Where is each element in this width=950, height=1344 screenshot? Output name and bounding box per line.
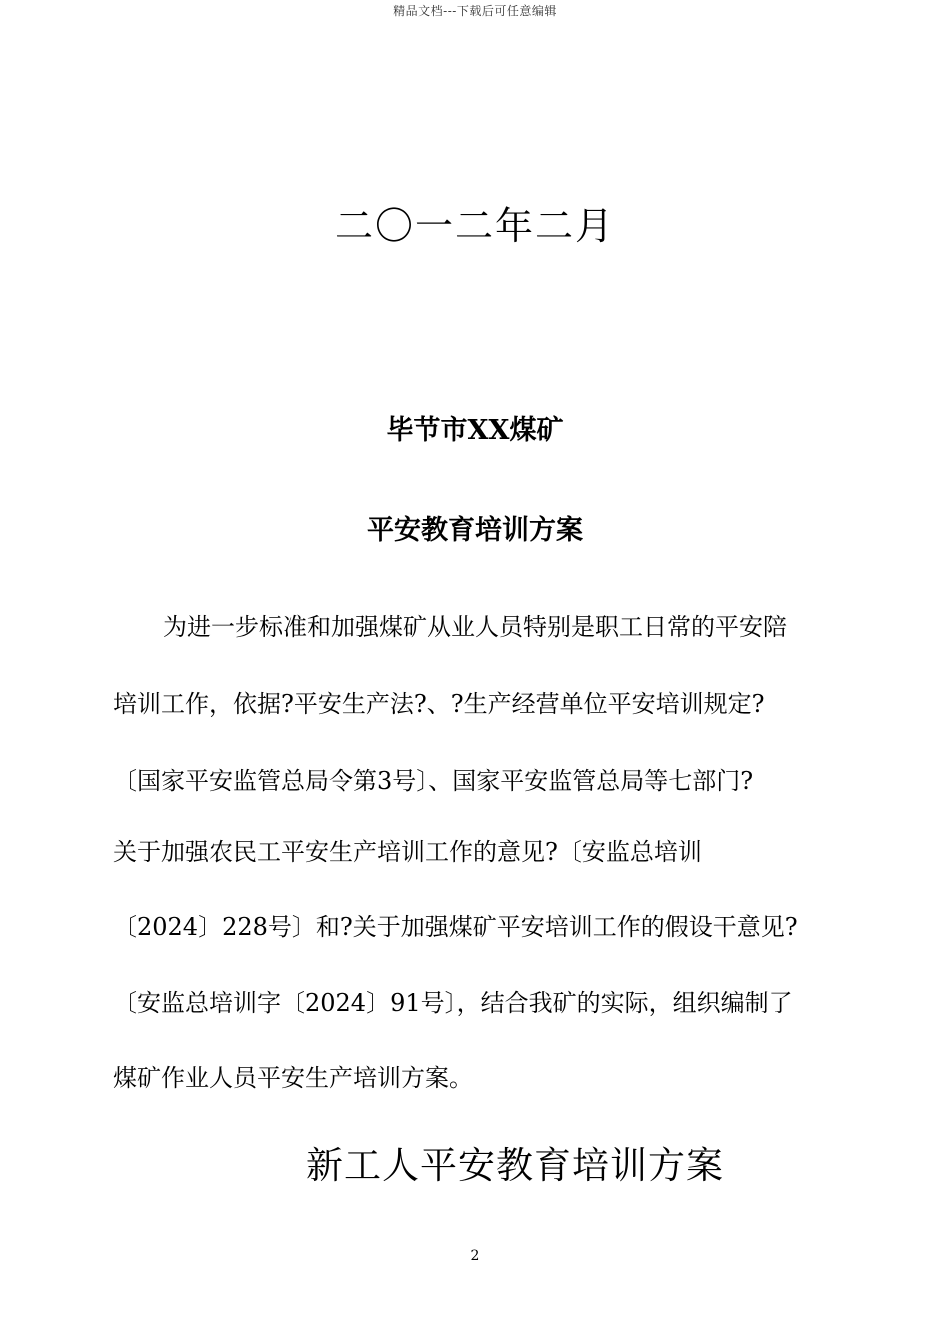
cover-date: 二〇一二年二月 <box>334 204 615 248</box>
page-number: 2 <box>470 1248 480 1264</box>
intro-line-4: 关于加强农民工平安生产培训工作的意见?〔安监总培训 <box>113 838 702 866</box>
intro-line-1: 为进一步标准和加强煤矿从业人员特别是职工日常的平安陪 <box>163 613 787 641</box>
intro-line-2: 培训工作，依据?平安生产法?、?生产经营单位平安培训规定? <box>113 690 765 718</box>
intro-line-7: 煤矿作业人员平安生产培训方案。 <box>113 1064 473 1092</box>
intro-line-3: 〔国家平安监管总局令第3号〕、国家平安监管总局等七部门? <box>113 767 754 795</box>
header-note: 精品文档---下载后可任意编辑 <box>393 4 557 18</box>
company-name: 毕节市XX煤矿 <box>386 415 564 446</box>
intro-line-6: 〔安监总培训字〔2024〕91号〕，结合我矿的实际，组织编制了 <box>113 989 793 1017</box>
section-heading: 新工人平安教育培训方案 <box>306 1144 724 1187</box>
document-title: 平安教育培训方案 <box>367 515 583 546</box>
intro-line-5: 〔2024〕228号〕和?关于加强煤矿平安培训工作的假设干意见? <box>113 913 798 941</box>
